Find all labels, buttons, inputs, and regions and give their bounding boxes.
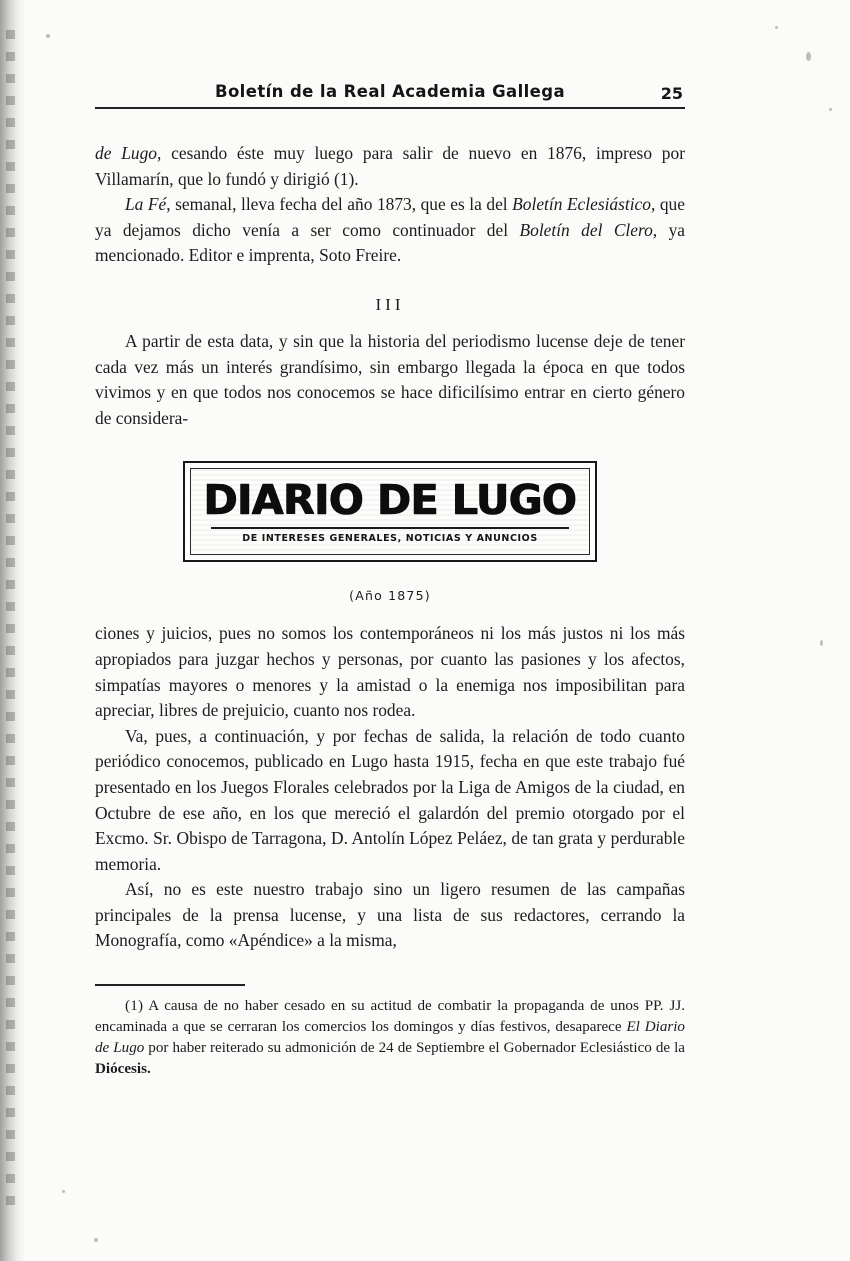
paragraph-4: ciones y juicios, pues no somos los contemporáneos ni los más justos ni los más apropiados para juzgar hechos y personas, por cuanto las pasiones y los afectos, simpatías mayores o menores y la amistad o la enemiga nos imposibilitan para apreciar, libres de prejuicio, cuanto nos rodea. <box>95 623 685 721</box>
footnote-1 <box>95 996 685 1080</box>
italic-title-la-fe: La Fé <box>125 194 167 215</box>
paragraph-5: Va, pues, a continuación, y por fechas de salida, la relación de todo cuanto periódico conocemos, publicado en Lugo hasta 1915, fecha en que este trabajo fué presentado en los Juegos Florales celebrados por la Liga de Amigos de la ciudad, en Octubre de ese año, en los que mereció el galardón del premio otorgado por el Excmo. Sr. Obispo de Tarragona, D. Antolín López Peláez, de tan grata y perdurable memoria. <box>95 725 685 874</box>
paragraph-2 <box>95 192 685 269</box>
scan-speck <box>806 52 811 61</box>
paragraph-2-b: , semanal, lleva fecha del año 1873, que es la del <box>166 194 513 215</box>
paragraph-6: Así, no es este nuestro trabajo sino un ligero resumen de las campañas principales de la prensa lucense, y una lista de sus redactores, cerrando la Monografía, como «Apéndice» a la misma, <box>95 879 685 951</box>
section-number: III <box>375 294 405 314</box>
scan-speck <box>820 640 823 646</box>
figure-caption: (Año 1875) <box>349 588 431 604</box>
running-head <box>95 82 685 122</box>
scan-speck <box>829 108 832 111</box>
footnote-text-c: Diócesis. <box>95 1061 151 1078</box>
paragraph-1-rest: cesando éste muy luego para salir de nuevo en 1876, impreso por Villamarín, que lo fundó y dirigió (1). <box>95 143 685 189</box>
page-number: 25 <box>660 84 683 103</box>
masthead-subtitle: DE INTERESES GENERALES, NOTICIAS Y ANUNCIOS <box>242 533 538 545</box>
paragraph-2-d: que ya dejamos dicho venía a ser como continuador del <box>95 194 685 240</box>
scan-speck <box>62 1190 65 1193</box>
paragraph-1 <box>95 141 685 192</box>
figure-diario-de-lugo <box>95 461 685 603</box>
masthead-divider <box>211 527 569 529</box>
header-rule <box>95 107 685 109</box>
masthead-title: DIARIO DE LUGO <box>203 476 577 525</box>
footnote-marker: (1) <box>125 998 144 1015</box>
footnote-text-a: A causa de no haber cesado en su actitud de combatir la propaganda de unos PP. JJ. encaminada a que se cerraran los comercios los domingos y días festivos, desaparece <box>95 998 685 1036</box>
masthead-frame <box>183 461 597 562</box>
footnote-italic-title: El Diario de Lugo <box>95 1019 685 1057</box>
footnote-rule <box>95 984 245 986</box>
paragraph-3: A partir de esta data, y sin que la historia del periodismo lucense deje de tener cada vez más un interés grandísimo, sin embargo llegada la época en que todos vivimos y en que todos nos conocemos se hace dificilísimo entrar en cierto género de considera- <box>95 330 685 428</box>
italic-title-boletin-eclesiastico: Boletín Eclesiástico, <box>512 194 656 215</box>
italic-title-boletin-del-clero: Boletín del Clero, <box>519 219 658 240</box>
page-content <box>95 82 685 1080</box>
italic-phrase-de-lugo: de Lugo, <box>95 143 162 163</box>
page-title: Boletín de la Real Academia Gallega <box>214 82 566 101</box>
scan-speck <box>94 1238 98 1242</box>
footnote-text-b: por haber reiterado su admonición de 24 de Septiembre el Gobernador Eclesiástico de la <box>144 1040 685 1057</box>
paragraph-2-f: ya mencionado. Editor e imprenta, Soto Freire. <box>95 219 686 266</box>
scan-speck <box>775 26 778 29</box>
scan-speck <box>46 34 50 38</box>
masthead-inner <box>190 468 590 555</box>
